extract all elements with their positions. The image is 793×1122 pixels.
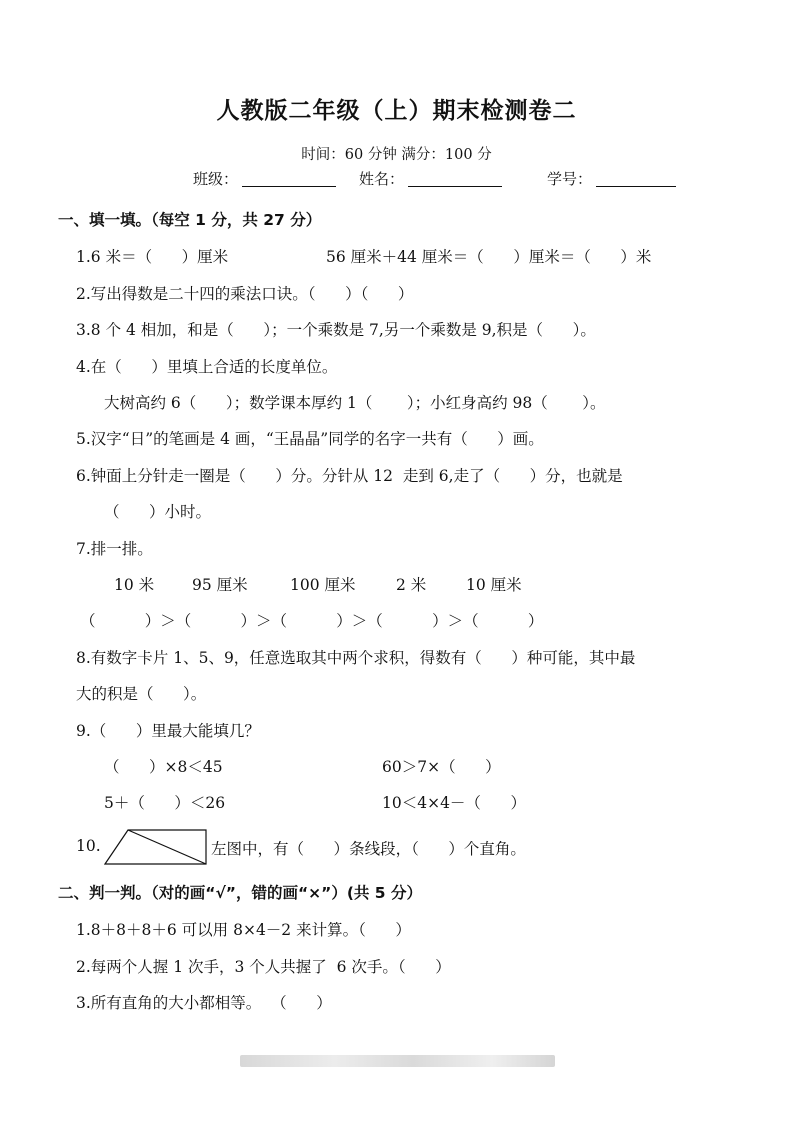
question-6-cont: （ ）小时。 — [104, 503, 212, 521]
trapezoid-diagonal — [128, 830, 206, 864]
q9-b: 60＞7×（ ） — [382, 758, 501, 776]
question-1b: 56 厘米＋44 厘米＝（ ）厘米＝（ ）米 — [326, 248, 652, 266]
judge-question-3: 3.所有直角的大小都相等。 （ ） — [76, 994, 332, 1012]
question-2: 2.写出得数是二十四的乘法口诀。（ ）（ ） — [76, 285, 414, 303]
q9-a: （ ）×8＜45 — [104, 758, 223, 776]
question-10-text: 左图中，有（ ）条线段，（ ）个直角。 — [211, 840, 526, 858]
class-blank[interactable] — [242, 172, 336, 187]
class-label: 班级： — [193, 170, 239, 188]
name-field[interactable] — [359, 168, 502, 189]
judge-question-2: 2.每两个人握 1 次手，3 个人共握了 6 次手。（ ） — [76, 958, 451, 976]
trapezoid-figure — [104, 828, 208, 866]
q7-item: 10 米 — [114, 576, 155, 594]
section-2-heading: 二、判一判。（对的画“√”，错的画“×”）(共 5 分） — [58, 884, 422, 902]
blurred-footer — [240, 1055, 555, 1067]
question-8: 8.有数字卡片 1、5、9，任意选取其中两个求积，得数有（ ）种可能，其中最 — [76, 649, 636, 667]
question-3: 3.8 个 4 相加，和是（ ）；一个乘数是 7,另一个乘数是 9,积是（ ）。 — [76, 321, 596, 339]
name-blank[interactable] — [408, 172, 502, 187]
question-7: 7.排一排。 — [76, 540, 153, 558]
question-8-cont: 大的积是（ ）。 — [76, 685, 207, 703]
question-4: 4.在（ ）里填上合适的长度单位。 — [76, 358, 338, 376]
question-9: 9.（ ）里最大能填几？ — [76, 722, 260, 740]
q7-item: 100 厘米 — [290, 576, 356, 594]
id-blank[interactable] — [596, 172, 676, 187]
name-label: 姓名： — [359, 170, 405, 188]
section-1-heading: 一、填一填。（每空 1 分，共 27 分） — [58, 211, 322, 229]
id-label: 学号： — [547, 170, 593, 188]
q7-order-blanks: （ ）＞（ ）＞（ ）＞（ ）＞（ ） — [80, 612, 544, 630]
judge-question-1: 1.8＋8＋8＋6 可以用 8×4－2 来计算。（ ） — [76, 921, 411, 939]
class-field[interactable] — [193, 168, 336, 189]
question-1a: 1.6 米＝（ ）厘米 — [76, 248, 229, 266]
question-5: 5.汉字“日”的笔画是 4 画，“王晶晶”同学的名字一共有（ ）画。 — [76, 430, 544, 448]
q9-c: 5＋（ ）＜26 — [104, 794, 226, 812]
question-10-number: 10. — [76, 837, 101, 855]
q7-item: 2 米 — [396, 576, 427, 594]
q7-item: 10 厘米 — [466, 576, 522, 594]
q9-d: 10＜4×4－（ ） — [382, 794, 526, 812]
trapezoid-outline — [105, 830, 206, 864]
id-field[interactable] — [547, 168, 676, 189]
page-title: 人教版二年级（上）期末检测卷二 — [216, 98, 577, 124]
question-4-line: 大树高约 6（ ）；数学课本厚约 1（ ）；小红身高约 98（ ）。 — [104, 394, 606, 412]
exam-meta: 时间：60 分钟 满分：100 分 — [301, 147, 492, 163]
q7-item: 95 厘米 — [192, 576, 248, 594]
question-6: 6.钟面上分针走一圈是（ ）分。分针从 12 走到 6,走了（ ）分，也就是 — [76, 467, 623, 485]
